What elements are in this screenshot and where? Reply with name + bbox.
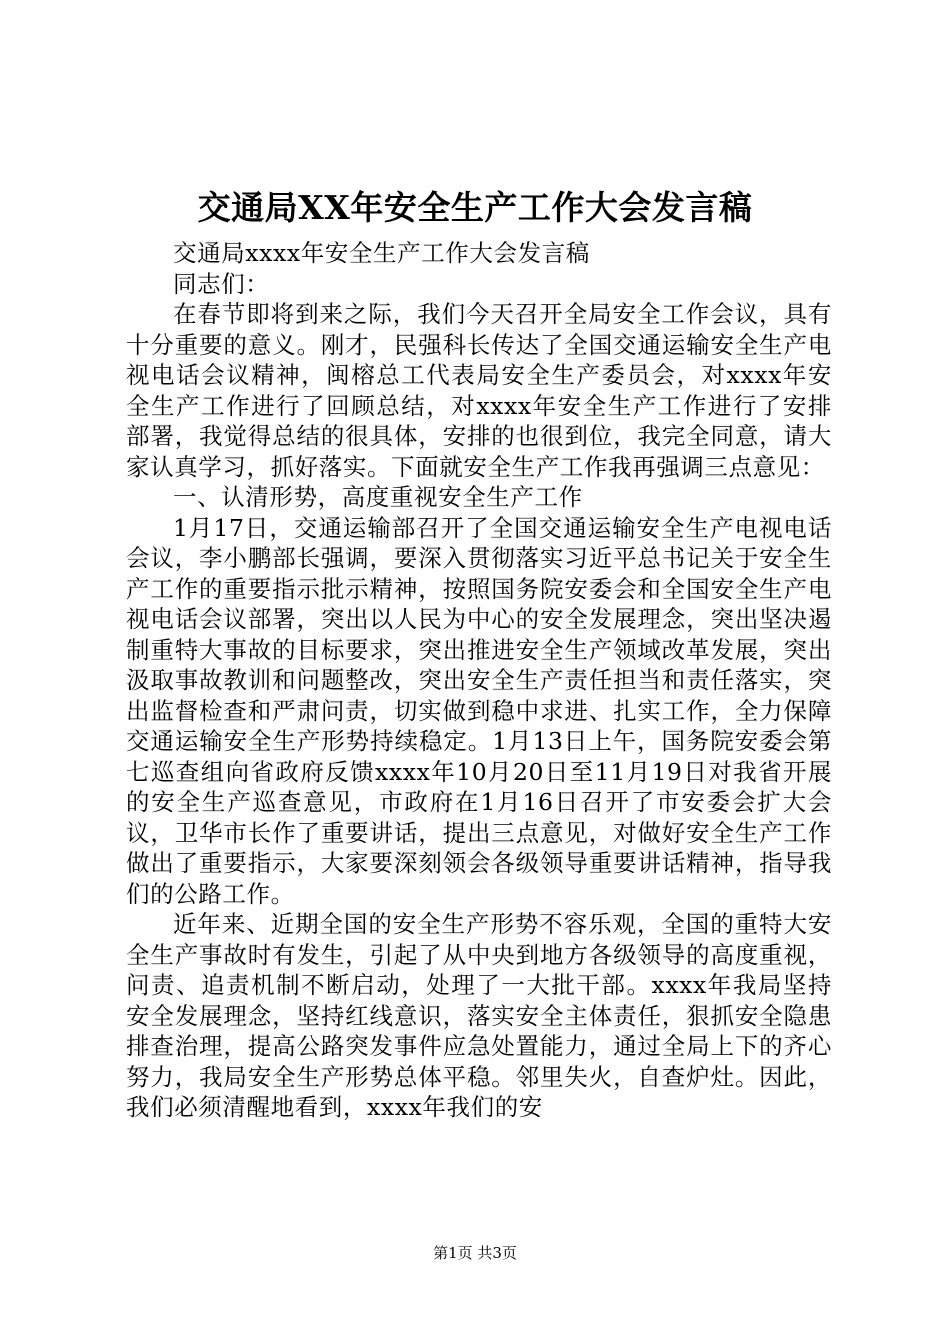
paragraph-intro: 在春节即将到来之际，我们今天召开全局安全工作会议，具有十分重要的意义。刚才，民强科长传达了全国交通运输安全生产电视电话会议精神，闽榕总工代表局安全生产委员会，对xxxx年安全生产工作进行了回顾总结，对xxxx年安全生产工作进行了安排部署，我觉得总结的很具体，安排的也很到位，我完全同意，请大家认真学习，抓好落实。下面就安全生产工作我再强调三点意见： xyxy=(126,300,832,481)
paragraph-meeting: 1月17日，交通运输部召开了全国交通运输安全生产电视电话会议，李小鹏部长强调，要深入贯彻落实习近平总书记关于安全生产工作的重要指示批示精神，按照国务院安委会和全国安全生产电视电话会议部署，突出以人民为中心的安全发展理念，突出坚决遏制重特大事故的目标要求，突出推进安全生产领域改革发展，突出汲取事故教训和问题整改，突出安全生产责任担当和责任落实，突出监督检查和严肃问责，切实做到稳中求进、扎实工作，全力保障交通运输安全生产形势持续稳定。1月13日上午，国务院安委会第七巡查组向省政府反馈xxxx年10月20日至11月19日对我省开展的安全生产巡查意见，市政府在1月16日召开了市安委会扩大会议，卫华市长作了重要讲话，提出三点意见，对做好安全生产工作做出了重要指示，大家要深刻领会各级领导重要讲话精神，指导我们的公路工作。 xyxy=(126,513,832,908)
paragraph-salutation: 同志们： xyxy=(173,269,270,298)
document-title: 交通局XX年安全生产工作大会发言稿 xyxy=(197,188,753,227)
page-footer: 第1页 共3页 xyxy=(433,1244,517,1262)
section-heading-1: 一、认清形势，高度重视安全生产工作 xyxy=(173,483,583,511)
document-body xyxy=(126,238,832,1123)
paragraph-situation: 近年来、近期全国的安全生产形势不容乐观，全国的重特大安全生产事故时有发生，引起了从中央到地方各级领导的高度重视，问责、追责机制不断启动，处理了一大批干部。xxxx年我局坚持安全发展理念，坚持红线意识，落实安全主体责任，狠抓安全隐患排查治理，提高公路突发事件应急处置能力，通过全局上下的齐心努力，我局安全生产形势总体平稳。邻里失火，自查炉灶。因此，我们必须清醒地看到，xxxx年我们的安 xyxy=(126,910,832,1121)
paragraph-heading-repeat: 交通局xxxx年安全生产工作大会发言稿 xyxy=(173,239,590,267)
